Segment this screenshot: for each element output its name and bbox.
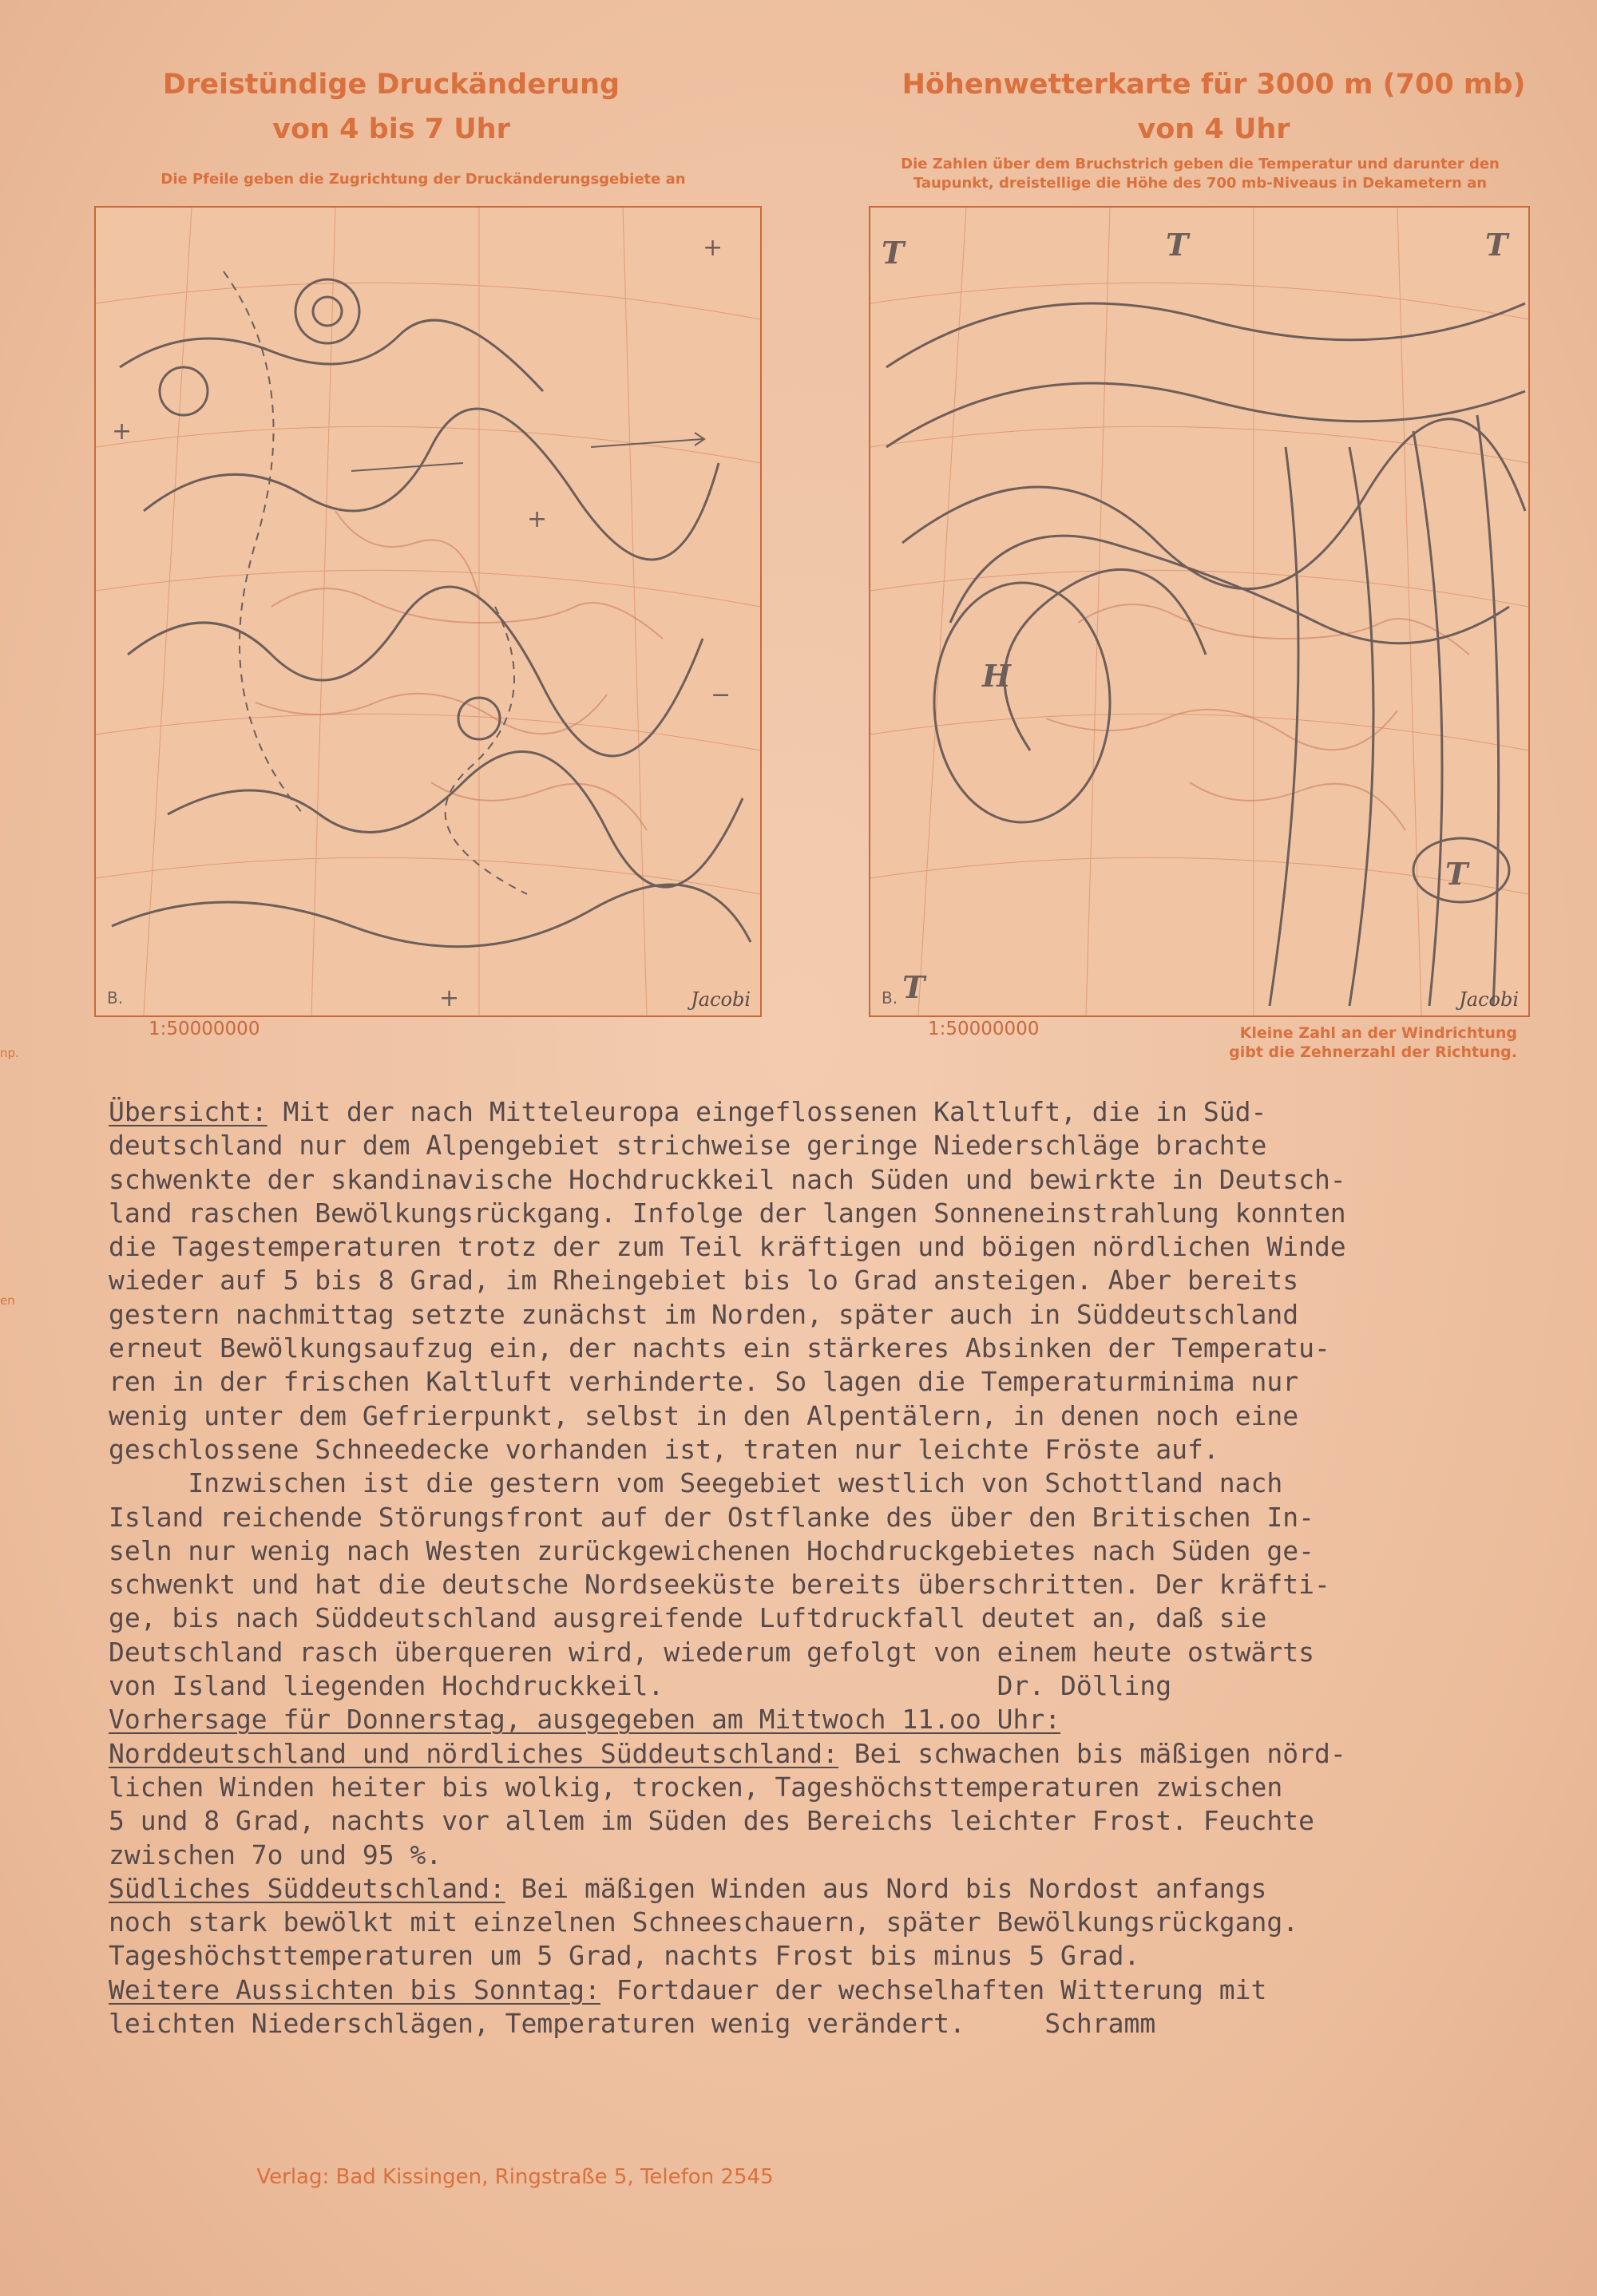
svg-text:+: + <box>439 984 460 1012</box>
uebersicht-heading: Übersicht: <box>109 1096 267 1127</box>
forecast-heading: Vorhersage für Donnerstag, ausgegeben am Mittwoch 11.oo Uhr: <box>109 1704 1061 1736</box>
margin-note-1: np. <box>0 1046 19 1060</box>
svg-text:T: T <box>902 969 925 1005</box>
svg-text:+: + <box>527 505 548 533</box>
report-line: Weitere Aussichten bis Sonntag: Fortdauer der wechselhaften Witterung mit <box>109 1973 1267 2005</box>
right-map-note <box>869 155 1532 193</box>
report-line: schwenkte der skandinavische Hochdruckkeil nach Süden und bewirkte in Deutsch- <box>109 1163 1346 1195</box>
right-map-title-line2: von 4 Uhr <box>1137 113 1290 145</box>
report-line: von Island liegenden Hochdruckkeil. Dr. Dölling <box>109 1670 1172 1702</box>
report-line: leichten Niederschlägen, Temperaturen wenig verändert. Schramm <box>109 2008 1156 2040</box>
svg-text:H: H <box>982 658 1011 694</box>
svg-text:−: − <box>711 681 731 709</box>
report-line: ren in der frischen Kaltluft verhinderte. So lagen die Temperaturminima nur <box>109 1366 1299 1398</box>
report-line: erneut Bewölkungsaufzug ein, der nachts ein stärkeres Absinken der Temperatu- <box>109 1332 1330 1364</box>
report-line: Tageshöchsttemperaturen um 5 Grad, nachts Frost bis minus 5 Grad. <box>109 1940 1140 1972</box>
left-map-title-line2: von 4 bis 7 Uhr <box>272 113 510 145</box>
north-region-heading: Norddeutschland und nördliches Süddeutschland: <box>109 1737 838 1769</box>
wind-note-line1: Kleine Zahl an der Windrichtung <box>1239 1024 1517 1042</box>
svg-text:T: T <box>1485 227 1508 263</box>
report-line: Inzwischen ist die gestern vom Seegebiet westlich von Schottland nach <box>109 1467 1283 1499</box>
wind-note <box>1182 1023 1517 1062</box>
left-map-corner-letter: B. <box>107 988 124 1007</box>
left-map-signature: Jacobi <box>691 988 751 1011</box>
report-line: Norddeutschland und nördliches Süddeutschland: Bei schwachen bis mäßigen nörd- <box>109 1737 1346 1769</box>
right-map-signature: Jacobi <box>1459 988 1519 1011</box>
report-line <box>109 1703 1538 1736</box>
south-region-heading: Südliches Süddeutschland: <box>109 1872 505 1904</box>
report-line: gestern nachmittag setzte zunächst im Norden, später auch in Süddeutschland <box>109 1298 1299 1330</box>
report-line: Übersicht: Mit der nach Mitteleuropa eingeflossenen Kaltluft, die in Süd- <box>109 1096 1267 1127</box>
weather-report <box>109 1095 1538 2041</box>
right-map-note-line1: Die Zahlen über dem Bruchstrich geben die Temperatur und darunter den <box>901 156 1500 172</box>
pressure-change-map <box>94 206 762 1017</box>
report-line: deutschland nur dem Alpengebiet strichweise geringe Niederschläge brachte <box>109 1130 1267 1162</box>
report-line: Südliches Süddeutschland: Bei mäßigen Winden aus Nord bis Nordost anfangs <box>109 1872 1267 1904</box>
left-map-title-line1: Dreistündige Druckänderung <box>162 69 620 101</box>
margin-note-2: en <box>0 1293 15 1308</box>
report-line: zwischen 7o und 95 %. <box>109 1839 442 1870</box>
report-line: lichen Winden heiter bis wolkig, trocken, Tageshöchsttemperaturen zwischen <box>109 1771 1283 1803</box>
upper-air-map <box>869 206 1530 1017</box>
upper-air-map-graphic <box>870 208 1528 1015</box>
report-line: wenig unter dem Gefrierpunkt, selbst in den Alpentälern, in denen noch eine <box>109 1399 1299 1431</box>
right-map-scale: 1:50000000 <box>928 1019 1040 1039</box>
svg-text:T: T <box>1166 227 1189 263</box>
report-line: seln nur wenig nach Westen zurückgewichenen Hochdruckgebietes nach Süden ge- <box>109 1534 1314 1566</box>
report-line: noch stark bewölkt mit einzelnen Schneeschauern, später Bewölkungsrückgang. <box>109 1906 1299 1938</box>
publisher-footer: Verlag: Bad Kissingen, Ringstraße 5, Telefon 2545 <box>256 2165 774 2189</box>
report-line: geschlossene Schneedecke vorhanden ist, traten nur leichte Fröste auf. <box>109 1433 1219 1465</box>
report-line: Deutschland rasch überqueren wird, wiederum gefolgt von einem heute ostwärts <box>109 1636 1314 1668</box>
left-map-title <box>112 62 671 152</box>
left-map-note: Die Pfeile geben die Zugrichtung der Druckänderungsgebiete an <box>160 171 686 188</box>
report-line: wieder auf 5 bis 8 Grad, im Rheingebiet bis lo Grad ansteigen. Aber bereits <box>109 1265 1299 1296</box>
report-line: die Tagestemperaturen trotz der zum Teil kräftigen und böigen nördlichen Winde <box>109 1231 1346 1263</box>
svg-text:+: + <box>112 418 133 445</box>
report-line: ge, bis nach Süddeutschland ausgreifende Luftdruckfall deutet an, daß sie <box>109 1602 1267 1634</box>
right-map-title <box>878 62 1549 152</box>
report-line: Island reichende Störungsfront auf der Ostflanke des über den Britischen In- <box>109 1501 1314 1533</box>
report-line: schwenkt und hat die deutsche Nordseeküste bereits überschritten. Der kräfti- <box>109 1569 1330 1601</box>
pressure-change-map-graphic <box>96 208 760 1015</box>
outlook-heading: Weitere Aussichten bis Sonntag: <box>109 1973 600 2005</box>
left-map-scale: 1:50000000 <box>149 1019 260 1039</box>
svg-text:+: + <box>703 234 723 262</box>
svg-text:T: T <box>882 235 905 271</box>
right-map-corner-letter: B. <box>882 988 898 1007</box>
right-map-note-line2: Taupunkt, dreistellige die Höhe des 700 mb-Niveaus in Dekametern an <box>913 175 1488 192</box>
wind-note-line2: gibt die Zehnerzahl der Richtung. <box>1229 1043 1517 1061</box>
report-line: 5 und 8 Grad, nachts vor allem im Süden des Bereichs leichter Frost. Feuchte <box>109 1805 1314 1837</box>
right-map-title-line1: Höhenwetterkarte für 3000 m (700 mb) <box>902 69 1526 101</box>
svg-text:T: T <box>1445 856 1468 892</box>
report-line: land raschen Bewölkungsrückgang. Infolge der langen Sonneneinstrahlung konnten <box>109 1197 1346 1229</box>
